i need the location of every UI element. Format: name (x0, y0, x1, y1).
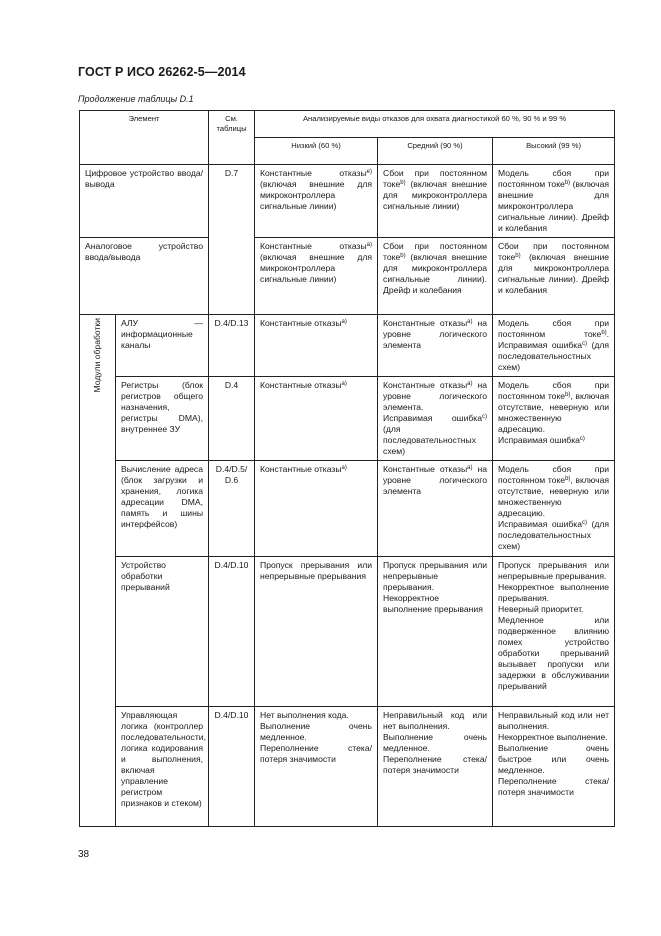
table-row (80, 461, 615, 557)
cell-medium: Константные отказы$^{a)}$ на уровне логического элемента (378, 315, 493, 377)
cell-medium: Сбои при постоянном токе$^{b)}$ (включая внешние для микроконтроллера сигнальные линии) (378, 165, 493, 238)
row-reference: D.4 (209, 377, 255, 461)
row-reference: D.4/D.13 (209, 315, 255, 377)
cell-high: Модель сбоя при постоянном токе$^{b)}$, включая отсутствие, неверную или множественную адресацию. Исправимая ошибка$^{c)}$ (для последовательностных схем) (493, 461, 615, 557)
failure-modes-table (79, 110, 615, 827)
row-element: АЛУ — информационные каналы (116, 315, 209, 377)
document-header: ГОСТ Р ИСО 26262-5—2014 (78, 65, 246, 79)
cell-medium: Сбои при постоянном токе$^{b)}$ (включая внешние для микроконтроллера сигнальные линии). Дрейф и колебания (378, 238, 493, 315)
row-element: Аналоговое устройство ввода/вывода (80, 238, 209, 315)
group-label-cell (80, 315, 116, 827)
header-element: Элемент (80, 111, 209, 165)
table-row (80, 165, 615, 238)
header-see-table: См. таблицы (209, 111, 255, 165)
cell-low: Константные отказы$^{a)}$ (255, 377, 378, 461)
cell-medium: Константные отказы$^{a)}$ на уровне логического элемента. Исправимая ошибка$^{c)}$ (для последовательностных схем) (378, 377, 493, 461)
row-element: Вычисление адреса (блок загрузки и хранения, логика адресации DMA, память и шины интерфейсов) (116, 461, 209, 557)
row-reference: D.4/D.10 (209, 707, 255, 827)
page-number: 38 (78, 849, 90, 860)
cell-low: Константные отказы$^{a)}$ (255, 315, 378, 377)
cell-low: Константные отказы$^{a)}$ (255, 461, 378, 557)
header-analyzed: Анализируемые виды отказов для охвата диагностикой 60 %, 90 % и 99 % (255, 111, 615, 138)
table-caption: Продолжение таблицы D.1 (78, 94, 194, 104)
row-element: Устройство обработки прерываний (116, 557, 209, 707)
table-row (80, 707, 615, 827)
cell-low: Константные отказы$^{e)}$ (включая внешние для микроконтроллера сигнальные линии) (255, 165, 378, 238)
row-reference: D.7 (209, 165, 255, 315)
header-row-1 (80, 111, 615, 138)
table-row (80, 315, 615, 377)
row-reference: D.4/D.5/ D.6 (209, 461, 255, 557)
cell-high: Неправильный код или нет выполнения. Некорректное выполнение. Выполнение очень быстрое или очень медленное. Переполнение стека/потеря значимости (493, 707, 615, 827)
cell-medium: Пропуск прерывания или непрерывные прерывания. Некорректное выполнение прерывания (378, 557, 493, 707)
table-row (80, 557, 615, 707)
cell-medium: Константные отказы$^{a)}$ на уровне логического элемента (378, 461, 493, 557)
table-row (80, 238, 615, 315)
header-low: Низкий (60 %) (255, 138, 378, 165)
cell-low: Константные отказы$^{a)}$ (включая внешние для микроконтроллера сигнальные линии) (255, 238, 378, 315)
header-medium: Средний (90 %) (378, 138, 493, 165)
cell-high: Модель сбоя при постоянном токе$^{b)}$ (включая внешние для микроконтроллера сигнальные линии). Дрейф и колебания (493, 165, 615, 238)
table-row (80, 377, 615, 461)
cell-high: Модель сбоя при постоянном токе$^{b)}$, включая отсутствие, неверную или множественную адресацию. Исправимая ошибка$^{c)}$ (493, 377, 615, 461)
row-reference: D.4/D.10 (209, 557, 255, 707)
cell-high: Модель сбоя при постоянном токе$^{b)}$. Исправимая ошибка$^{c)}$ (для последовательностных схем) (493, 315, 615, 377)
cell-low: Пропуск прерывания или непрерывные прерывания (255, 557, 378, 707)
cell-medium: Неправильный код или нет выполнения. Выполнение очень медленное. Переполнение стека/потеря значимости (378, 707, 493, 827)
cell-high: Пропуск прерывания или непрерывные прерывания. Некорректное выполнение прерывания. Неверный приоритет. Медленное или подверженное влиянию помех устройство обработки прерываний вызывает пропуски или задержки в обслуживании прерываний (493, 557, 615, 707)
cell-high: Сбои при постоянном токе$^{b)}$ (включая внешние для микроконтроллера сигнальные линии). Дрейф и колебания (493, 238, 615, 315)
row-element: Цифровое устройство ввода/вывода (80, 165, 209, 238)
cell-low: Нет выполнения кода. Выполнение очень медленное. Переполнение стека/потеря значимости (255, 707, 378, 827)
group-label: Модули обработки (92, 318, 102, 393)
row-element: Управляющая логика (контроллер последовательности, логика кодирования и выполнения, включая управление регистром признаков и стеком) (116, 707, 209, 827)
row-element: Регистры (блок регистров общего назначения, регистры DMA), внутреннее ЗУ (116, 377, 209, 461)
header-high: Высокий (99 %) (493, 138, 615, 165)
